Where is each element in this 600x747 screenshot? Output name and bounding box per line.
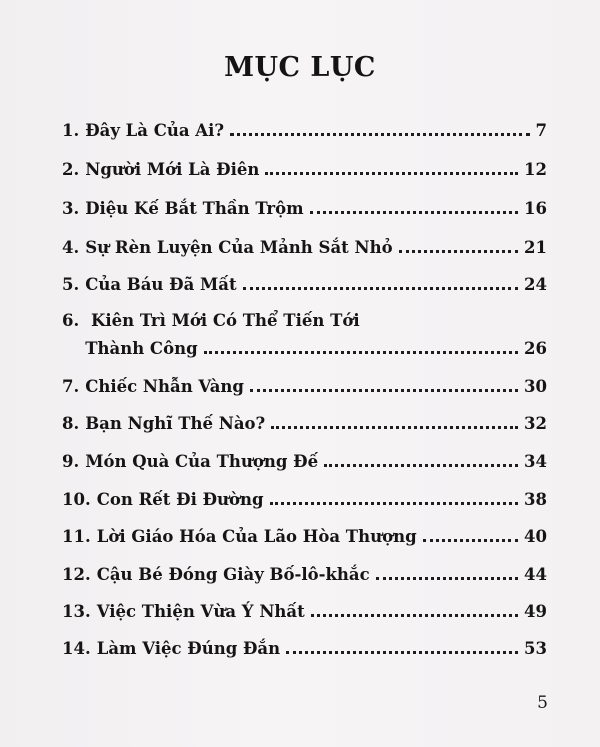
dot-leader [310, 211, 518, 214]
dot-leader [423, 539, 518, 542]
dot-leader [311, 614, 518, 617]
entry-title: Sự Rèn Luyện Của Mảnh Sắt Nhỏ [85, 238, 393, 257]
entry-number: 4. [62, 238, 80, 257]
entry-number: 7. [62, 377, 80, 396]
dot-leader [204, 351, 518, 354]
toc-entry-2 [62, 157, 547, 181]
entry-page-number: 44 [524, 565, 547, 584]
entry-number: 3. [62, 199, 80, 218]
entry-page-number: 38 [524, 490, 547, 509]
entry-number: 11. [62, 527, 91, 546]
entry-number: 1. [62, 121, 80, 140]
entry-title: Đây Là Của Ai? [85, 121, 225, 140]
entry-number: 6. [62, 311, 80, 330]
toc-entry-1 [62, 118, 547, 142]
entry-page-number: 49 [524, 602, 547, 621]
dot-leader [250, 389, 518, 392]
entry-title: Thành Công [85, 339, 198, 358]
entry-title: Diệu Kế Bắt Thần Trộm [85, 199, 304, 218]
dot-leader [376, 577, 518, 580]
entry-number: 14. [62, 639, 91, 658]
entry-page-number: 53 [524, 639, 547, 658]
toc-entry-13 [62, 599, 547, 623]
toc-entry-9 [62, 449, 547, 473]
dot-leader [265, 172, 518, 175]
dot-leader [230, 133, 529, 136]
page-number: 5 [537, 693, 548, 713]
entry-page-number: 21 [524, 238, 547, 257]
entry-page-number: 34 [524, 452, 547, 471]
entry-title: Con Rết Đi Đường [96, 490, 264, 509]
toc-entry-4 [62, 235, 547, 259]
toc-entry-6-line1 [62, 310, 360, 332]
page-title: MỤC LỤC [224, 52, 376, 83]
entry-page-number: 7 [535, 121, 547, 140]
entry-title: Chiếc Nhẫn Vàng [85, 377, 244, 396]
dot-leader [243, 287, 518, 290]
entry-number: 5. [62, 275, 80, 294]
entry-page-number: 24 [524, 275, 547, 294]
entry-title: Món Quà Của Thượng Đế [85, 452, 319, 471]
toc-entry-8 [62, 411, 547, 435]
toc-entry-11 [62, 524, 547, 548]
entry-page-number: 40 [524, 527, 547, 546]
entry-number: 9. [62, 452, 80, 471]
entry-title: Cậu Bé Đóng Giày Bố-lô-khắc [96, 565, 370, 584]
dot-leader [399, 250, 518, 253]
dot-leader [324, 464, 518, 467]
dot-leader [271, 426, 518, 429]
dot-leader [270, 502, 518, 505]
entry-page-number: 26 [524, 339, 547, 358]
entry-number: 12. [62, 565, 91, 584]
entry-number: 2. [62, 160, 80, 179]
entry-page-number: 12 [524, 160, 547, 179]
toc-entry-5 [62, 272, 547, 296]
toc-entry-6 [62, 336, 547, 360]
entry-page-number: 30 [524, 377, 547, 396]
entry-number: 13. [62, 602, 91, 621]
entry-title: Bạn Nghĩ Thế Nào? [85, 414, 266, 433]
entry-title-line1: Kiên Trì Mới Có Thể Tiến Tới [90, 311, 360, 330]
entry-page-number: 16 [524, 199, 547, 218]
entry-title: Người Mới Là Điên [85, 160, 260, 179]
entry-title: Làm Việc Đúng Đắn [96, 639, 281, 658]
entry-page-number: 32 [524, 414, 547, 433]
toc-entry-10 [62, 487, 547, 511]
toc-entry-12 [62, 562, 547, 586]
entry-title: Lời Giáo Hóa Của Lão Hòa Thượng [96, 527, 417, 546]
entry-title: Của Báu Đã Mất [85, 275, 237, 294]
toc-entry-14 [62, 636, 547, 660]
entry-number: 10. [62, 490, 91, 509]
dot-leader [286, 651, 518, 654]
toc-entry-7 [62, 374, 547, 398]
toc-entry-3 [62, 196, 547, 220]
entry-number: 8. [62, 414, 80, 433]
entry-title: Việc Thiện Vừa Ý Nhất [96, 602, 305, 621]
